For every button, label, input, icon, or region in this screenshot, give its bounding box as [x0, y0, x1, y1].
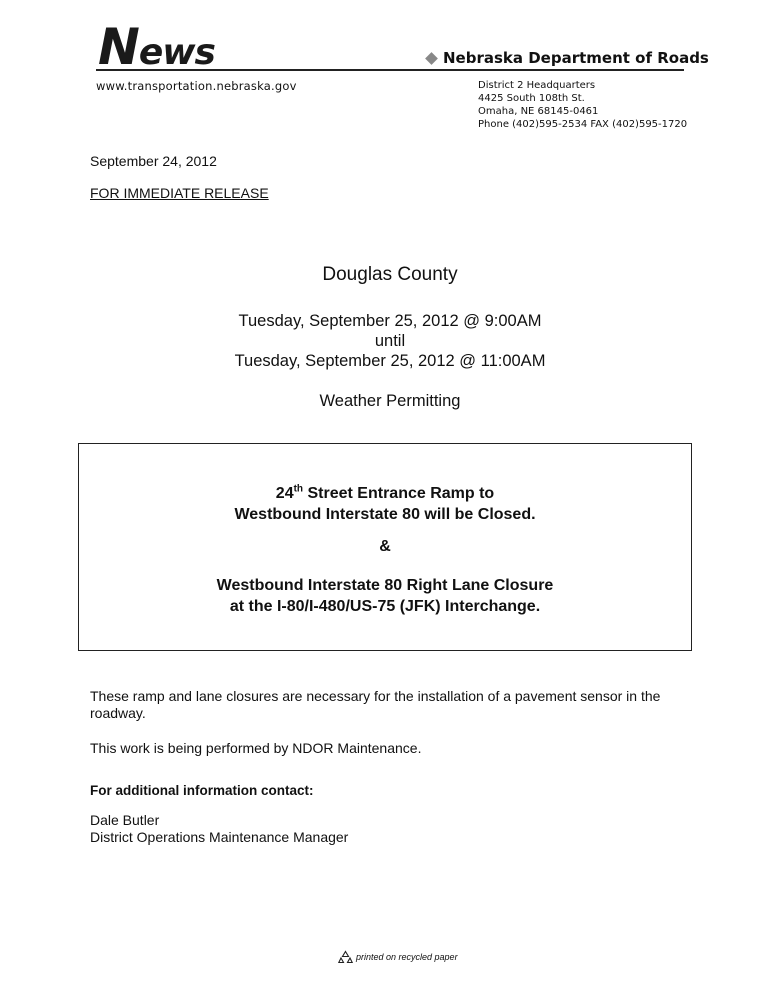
contact-name: Dale Butler — [90, 812, 160, 828]
diamond-icon — [425, 52, 438, 65]
recycled-paper-note — [338, 950, 458, 964]
agency-label: Nebraska Department of Roads — [443, 49, 709, 67]
schedule-start: Tuesday, September 25, 2012 @ 9:00AM — [238, 312, 542, 330]
weather-note: Weather Permitting — [319, 392, 461, 410]
notice-line-3: Westbound Interstate 80 Right Lane Closure — [216, 577, 554, 594]
address-line: 4425 South 108th St. — [478, 93, 585, 104]
notice-line-1 — [79, 484, 691, 504]
recycle-icon — [338, 950, 353, 964]
contact-block — [90, 812, 690, 846]
notice-line-1-text: Street Entrance Ramp to — [303, 485, 495, 502]
street-number: 24 — [275, 485, 294, 502]
address-line: Omaha, NE 68145-0461 — [478, 106, 599, 117]
release-date: September 24, 2012 — [90, 153, 217, 169]
logo-initial: N — [98, 18, 139, 76]
performer-paragraph: This work is being performed by NDOR Maintenance. — [90, 740, 422, 756]
address-line: District 2 Headquarters — [478, 80, 596, 91]
schedule-until: until — [374, 332, 406, 350]
county-title: Douglas County — [322, 264, 458, 285]
agency-name — [424, 49, 709, 67]
agency-address — [478, 79, 687, 131]
purpose-paragraph: These ramp and lane closures are necessary for the installation of a pavement sensor in the roadway. — [90, 688, 661, 721]
footer-text: printed on recycled paper — [356, 952, 458, 962]
schedule — [0, 311, 768, 371]
notice-separator: & — [379, 538, 391, 555]
contact-title: District Operations Maintenance Manager — [90, 829, 349, 845]
schedule-end: Tuesday, September 25, 2012 @ 11:00AM — [234, 352, 546, 370]
header-rule — [96, 69, 684, 71]
notice-line-4: at the I-80/I-480/US-75 (JFK) Interchange. — [229, 598, 541, 615]
release-type: FOR IMMEDIATE RELEASE — [90, 185, 269, 201]
website-link[interactable]: www.transportation.nebraska.gov — [96, 79, 297, 93]
notice-line-2: Westbound Interstate 80 will be Closed. — [234, 506, 536, 523]
address-line: Phone (402)595-2534 FAX (402)595-1720 — [478, 119, 688, 130]
closure-notice-box — [78, 443, 692, 651]
ordinal-suffix: th — [293, 483, 304, 495]
logo-rest: ews — [138, 32, 215, 73]
contact-label: For additional information contact: — [90, 783, 314, 798]
news-logo — [98, 18, 215, 76]
